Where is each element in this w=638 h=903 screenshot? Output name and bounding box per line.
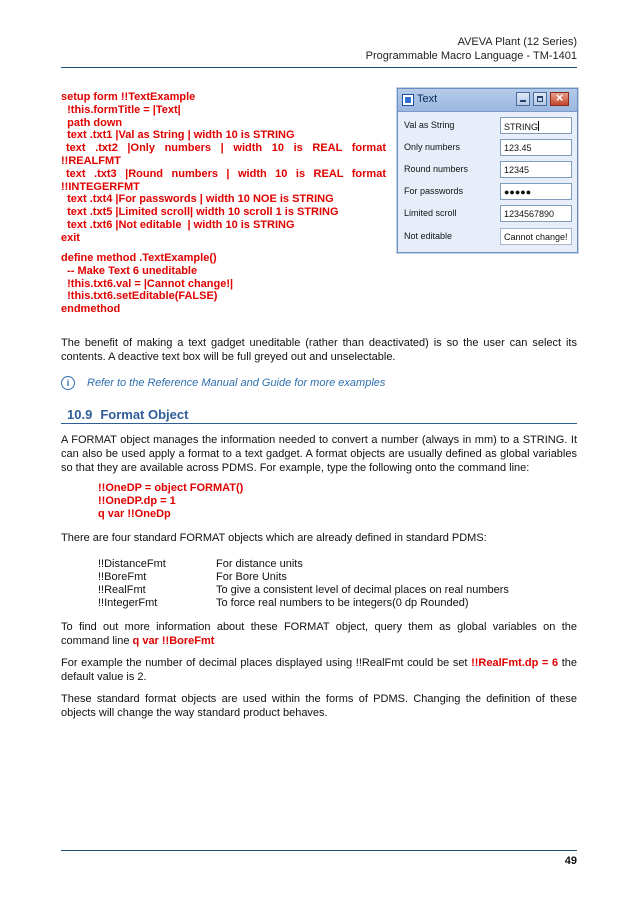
round-numbers-field[interactable]: 12345	[500, 161, 572, 178]
format-name: !!IntegerFmt	[98, 597, 158, 609]
text-example-dialog	[397, 88, 578, 253]
only-numbers-field[interactable]: 123.45	[500, 139, 572, 156]
field-label: Val as String	[404, 120, 455, 130]
maximize-button[interactable]	[533, 92, 547, 106]
code-line: text .txt6 |Not editable | width 10 is STRING	[61, 218, 295, 231]
code-line: !this.txt6.val = |Cannot change!|	[61, 277, 234, 290]
not-editable-field[interactable]: Cannot change!	[500, 228, 572, 245]
para-text: To find out more information about these FORMAT object, query them as global variables on the command line	[61, 621, 577, 647]
section-name: Format Object	[100, 407, 189, 422]
code-line: text .txt1 |Val as String | width 10 is STRING	[61, 129, 295, 142]
code-line: text .txt4 |For passwords | width 10 NOE is STRING	[61, 193, 334, 206]
field-label: Limited scroll	[404, 208, 457, 218]
inline-code: !!RealFmt.dp = 6	[471, 657, 559, 669]
para-text: For example the number of decimal places displayed using !!RealFmt could be set	[61, 657, 472, 669]
field-label: Round numbers	[404, 164, 469, 174]
para-text: the default value is 2.	[61, 657, 577, 683]
limited-scroll-field[interactable]: 1234567890	[500, 205, 572, 222]
code-line: path down	[61, 116, 123, 129]
dialog-row-limited-scroll	[404, 205, 571, 223]
password-field[interactable]: ●●●●●	[500, 183, 572, 200]
table-row	[98, 584, 536, 597]
note-text: Refer to the Reference Manual and Guide for more examples	[87, 377, 386, 389]
code-line: !this.txt6.setEditable(FALSE)	[61, 290, 218, 303]
table-row	[98, 558, 536, 571]
code-line: define method .TextExample()	[61, 252, 217, 264]
code-line: text .txt2 |Only numbers | width 10 is REAL format	[66, 142, 386, 155]
format-desc: For distance units	[216, 558, 303, 570]
dialog-row-for-passwords	[404, 183, 571, 201]
section-divider	[61, 423, 577, 424]
minimize-button[interactable]	[516, 92, 530, 106]
code-line: !!OneDP = object FORMAT()	[98, 482, 244, 494]
field-label: Only numbers	[404, 142, 461, 152]
header-divider	[61, 67, 577, 68]
code-line: !!REALFMT	[61, 154, 121, 167]
dialog-title: Text	[417, 93, 438, 105]
code-line: !!OneDP.dp = 1	[98, 495, 176, 507]
code-line: -- Make Text 6 uneditable	[61, 264, 198, 277]
close-button[interactable]	[550, 92, 569, 106]
format-example-code	[98, 482, 243, 521]
dialog-row-round-numbers	[404, 161, 571, 179]
header-product: AVEVA Plant (12 Series)	[457, 36, 577, 48]
page-number: 49	[564, 855, 577, 867]
code-line: !this.formTitle = |Text|	[61, 103, 181, 116]
val-as-string-field[interactable]: STRING	[500, 117, 572, 134]
section-title	[67, 407, 188, 422]
section-number: 10.9	[67, 407, 93, 422]
format-desc: To give a consistent level of decimal places on real numbers	[216, 584, 509, 596]
inline-code: q var !!BoreFmt	[132, 635, 215, 647]
format-name: !!RealFmt	[98, 584, 146, 596]
code-line: exit	[61, 231, 80, 244]
dialog-titlebar[interactable]	[398, 89, 577, 112]
footer-divider	[61, 850, 577, 851]
info-icon: i	[61, 376, 75, 390]
code-line: endmethod	[61, 303, 121, 316]
paragraph-standard-forms: These standard format objects are used within the forms of PDMS. Changing the definition of these objects will change the way standard product behaves.	[61, 693, 577, 719]
code-line: q var !!OneDp	[98, 508, 171, 520]
dialog-row-only-numbers	[404, 139, 571, 157]
field-label: Not editable	[404, 231, 453, 241]
paragraph-standard-formats: There are four standard FORMAT objects which are already defined in standard PDMS:	[61, 532, 487, 544]
format-name: !!BoreFmt	[98, 571, 147, 583]
format-desc: For Bore Units	[216, 571, 287, 583]
format-desc: To force real numbers to be integers(0 dp Rounded)	[216, 597, 469, 609]
table-row	[98, 571, 536, 584]
paragraph-uneditable: The benefit of making a text gadget uneditable (rather than deactivated) is so the user can select its contents. A deactive text box will be full greyed out and unselectable.	[61, 337, 577, 363]
paragraph-query-formats	[61, 620, 577, 648]
reference-note	[61, 376, 385, 390]
page-header	[366, 35, 577, 63]
format-name: !!DistanceFmt	[98, 558, 166, 570]
code-line: text .txt3 |Round numbers | width 10 is REAL format	[66, 167, 386, 180]
section-heading	[61, 404, 577, 424]
method-code	[61, 252, 386, 316]
format-objects-table	[98, 558, 536, 610]
field-label: For passwords	[404, 186, 464, 196]
paragraph-realfmt-example	[61, 656, 577, 684]
paragraph-format-object: A FORMAT object manages the information needed to convert a number (always in mm) to a STRING. It can also be used apply a format to a text gadget. A format objects are usually defined as global variables so that they are available across PDMS. For example, type the following onto the command line:	[61, 434, 577, 474]
window-icon	[402, 94, 414, 106]
form-setup-code	[61, 91, 386, 245]
code-line: setup form !!TextExample	[61, 91, 196, 103]
dialog-row-not-editable	[404, 228, 571, 246]
code-line: text .txt5 |Limited scroll| width 10 scroll 1 is STRING	[61, 206, 339, 219]
header-course: Programmable Macro Language - TM-1401	[365, 50, 577, 62]
dialog-row-val-as-string	[404, 117, 571, 135]
code-line: !!INTEGERFMT	[61, 180, 140, 193]
table-row	[98, 597, 536, 610]
